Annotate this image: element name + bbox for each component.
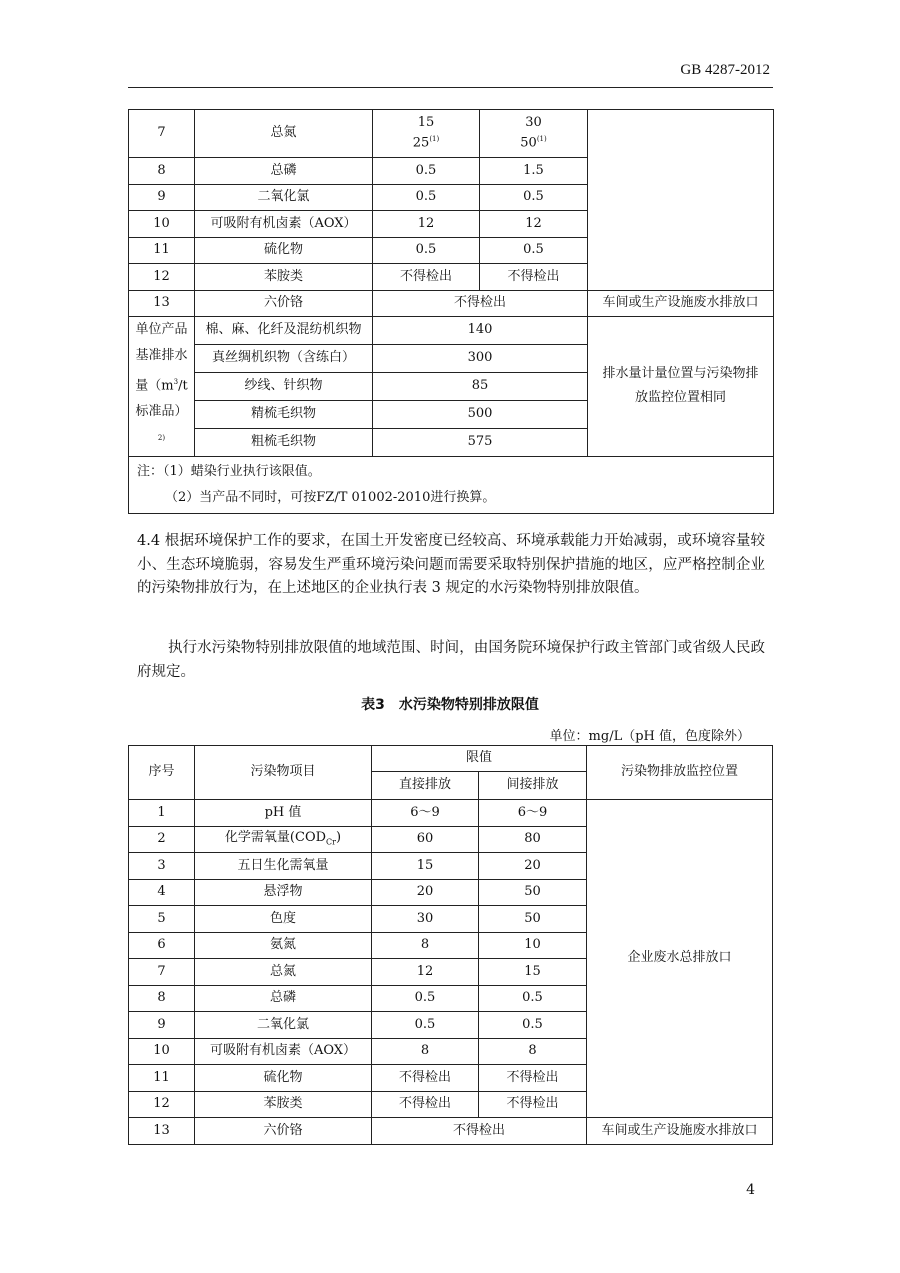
- direct-limit: 30: [372, 906, 479, 933]
- indirect-limit: 10: [479, 932, 587, 959]
- indirect-limit: 12: [480, 211, 588, 238]
- indirect-limit: 50: [479, 879, 587, 906]
- indirect-limit: 1.5: [480, 158, 588, 185]
- water-monitoring-location: 排水量计量位置与污染物排放监控位置相同: [588, 317, 774, 457]
- pollutant-item: 二氧化氯: [195, 184, 373, 211]
- discharge-value: 500: [373, 400, 588, 428]
- header-direct: 直接排放: [372, 772, 479, 800]
- row-number: 1: [129, 800, 195, 827]
- indirect-limit: 15: [479, 959, 587, 986]
- pollutant-item: 总氮: [195, 110, 373, 158]
- row-number: 6: [129, 932, 195, 959]
- direct-limit: 8: [372, 1038, 479, 1065]
- pollutant-item: 化学需氧量$(COD_{Cr})$: [195, 826, 372, 853]
- monitoring-location: 车间或生产设施废水排放口: [587, 1118, 773, 1145]
- row-number: 13: [129, 290, 195, 317]
- indirect-limit: 80: [479, 826, 587, 853]
- direct-limit: 0.5: [373, 237, 480, 264]
- row-number: 10: [129, 211, 195, 238]
- product-type: 粗梳毛织物: [195, 428, 373, 456]
- pollutant-item: 苯胺类: [195, 264, 373, 291]
- table-row: [129, 290, 774, 317]
- table-row: [129, 800, 773, 827]
- table3-unit: 单位：mg/L（pH 值，色度除外）: [549, 729, 750, 744]
- direct-limit-value: 15: [417, 115, 435, 131]
- note-ref: (1): [536, 135, 547, 144]
- row-number: 4: [129, 879, 195, 906]
- document-code: GB 4287-2012: [680, 62, 770, 78]
- pollutant-item: pH 值: [195, 800, 372, 827]
- indirect-limit: 0.5: [479, 985, 587, 1012]
- row-number: 7: [129, 959, 195, 986]
- paragraph-special-limits: 执行水污染物特别排放限值的地域范围、时间，由国务院环境保护行政主管部门或省级人民政府规定。: [137, 640, 765, 680]
- direct-limit: 0.5: [372, 985, 479, 1012]
- discharge-value: 575: [373, 428, 588, 456]
- paragraph-4-4: 4.4 根据环境保护工作的要求，在国土开发密度已经较高、环境承载能力开始减弱，或环境容量较小、生态环境脆弱，容易发生严重环境污染问题而需要采取特别保护措施的地区，应严格控制企业的污染物排放行为，在上述地区的企业执行表 3 规定的水污染物特别排放限值。: [137, 533, 765, 596]
- direct-limit: 60: [372, 826, 479, 853]
- monitoring-location-empty: [588, 110, 774, 291]
- table-row: [129, 110, 774, 158]
- product-type: 棉、麻、化纤及混纺机织物: [195, 317, 373, 345]
- pollutant-item: 色度: [195, 906, 372, 933]
- product-type: 纱线、针织物: [195, 372, 373, 400]
- direct-limit: [373, 110, 480, 158]
- header-item: 污染物项目: [195, 746, 372, 800]
- header-no: 序号: [129, 746, 195, 800]
- direct-limit: 不得检出: [372, 1065, 479, 1092]
- table-notes-row: [129, 456, 774, 513]
- indirect-limit: 0.5: [479, 1012, 587, 1039]
- pollutant-item: 可吸附有机卤素（AOX）: [195, 1038, 372, 1065]
- direct-limit: 0.5: [373, 158, 480, 185]
- indirect-limit: 0.5: [480, 184, 588, 211]
- indirect-limit: 8: [479, 1038, 587, 1065]
- pollutant-item: 五日生化需氧量: [195, 853, 372, 880]
- pollutant-item: 苯胺类: [195, 1091, 372, 1118]
- discharge-value: 85: [373, 372, 588, 400]
- row-number: 7: [129, 110, 195, 158]
- indirect-limit: 不得检出: [479, 1065, 587, 1092]
- product-type: 真丝绸机织物（含练白）: [195, 344, 373, 372]
- direct-limit: 15: [372, 853, 479, 880]
- row-number: 10: [129, 1038, 195, 1065]
- main-monitoring-location: 企业废水总排放口: [587, 800, 773, 1118]
- row-number: 3: [129, 853, 195, 880]
- page-number: 4: [746, 1182, 755, 1198]
- row-number: 5: [129, 906, 195, 933]
- direct-limit: 12: [373, 211, 480, 238]
- pollutant-item: 硫化物: [195, 237, 373, 264]
- indirect-limit: [480, 110, 588, 158]
- direct-limit: 12: [372, 959, 479, 986]
- direct-limit: 不得检出: [372, 1091, 479, 1118]
- pollutant-item: 悬浮物: [195, 879, 372, 906]
- pollutant-item: 总磷: [195, 158, 373, 185]
- discharge-value: 300: [373, 344, 588, 372]
- header-rule: [128, 87, 773, 88]
- direct-limit: 20: [372, 879, 479, 906]
- indirect-limit: 6～9: [479, 800, 587, 827]
- pollutant-item: 六价铬: [195, 290, 373, 317]
- row-number: 12: [129, 1091, 195, 1118]
- direct-limit: 6～9: [372, 800, 479, 827]
- direct-limit: 8: [372, 932, 479, 959]
- indirect-limit: 不得检出: [480, 264, 588, 291]
- row-number: 2: [129, 826, 195, 853]
- header-location: 污染物排放监控位置: [587, 746, 773, 800]
- table-notes: [129, 456, 774, 513]
- row-number: 12: [129, 264, 195, 291]
- table2-continued: [128, 109, 774, 514]
- indirect-limit: 不得检出: [479, 1091, 587, 1118]
- pollutant-item: 总磷: [195, 985, 372, 1012]
- row-number: 11: [129, 1065, 195, 1092]
- header-limit: 限值: [372, 746, 587, 772]
- row-number: 11: [129, 237, 195, 264]
- note-ref: (1): [429, 135, 440, 144]
- pollutant-item: 总氮: [195, 959, 372, 986]
- row-number: 9: [129, 1012, 195, 1039]
- direct-limit: 不得检出: [373, 264, 480, 291]
- product-type: 精梳毛织物: [195, 400, 373, 428]
- pollutant-item: 六价铬: [195, 1118, 372, 1145]
- monitoring-location: 车间或生产设施废水排放口: [588, 290, 774, 317]
- indirect-limit-value: 30: [525, 115, 542, 131]
- table3-caption: 表3 水污染物特别排放限值: [361, 697, 539, 713]
- note-1: 注：（1）蜡染行业执行该限值。: [137, 463, 321, 479]
- row-number: 13: [129, 1118, 195, 1145]
- direct-limit: 0.5: [372, 1012, 479, 1039]
- merged-limit: 不得检出: [372, 1118, 587, 1145]
- table3: [128, 745, 773, 1145]
- direct-limit: 0.5: [373, 184, 480, 211]
- direct-limit-alt: 25: [412, 135, 430, 151]
- pollutant-item: 氨氮: [195, 932, 372, 959]
- pollutant-item: 硫化物: [195, 1065, 372, 1092]
- discharge-value: 140: [373, 317, 588, 345]
- note-2: （2）当产品不同时，可按FZ/T 01002-2010进行换算。: [165, 489, 496, 505]
- merged-limit: 不得检出: [373, 290, 588, 317]
- water-discharge-label: 单位产品基准排水量（$m^3/t$标准品） $^{2)}$: [129, 317, 195, 457]
- table-header-row: [129, 746, 773, 772]
- table-row: [129, 1118, 773, 1145]
- header-indirect: 间接排放: [479, 772, 587, 800]
- row-number: 8: [129, 158, 195, 185]
- indirect-limit: 50: [479, 906, 587, 933]
- indirect-limit: 0.5: [480, 237, 588, 264]
- indirect-limit-alt: 50: [520, 135, 537, 151]
- row-number: 9: [129, 184, 195, 211]
- row-number: 8: [129, 985, 195, 1012]
- pollutant-item: 二氧化氯: [195, 1012, 372, 1039]
- pollutant-item: 可吸附有机卤素（AOX）: [195, 211, 373, 238]
- table-row: [129, 317, 774, 345]
- indirect-limit: 20: [479, 853, 587, 880]
